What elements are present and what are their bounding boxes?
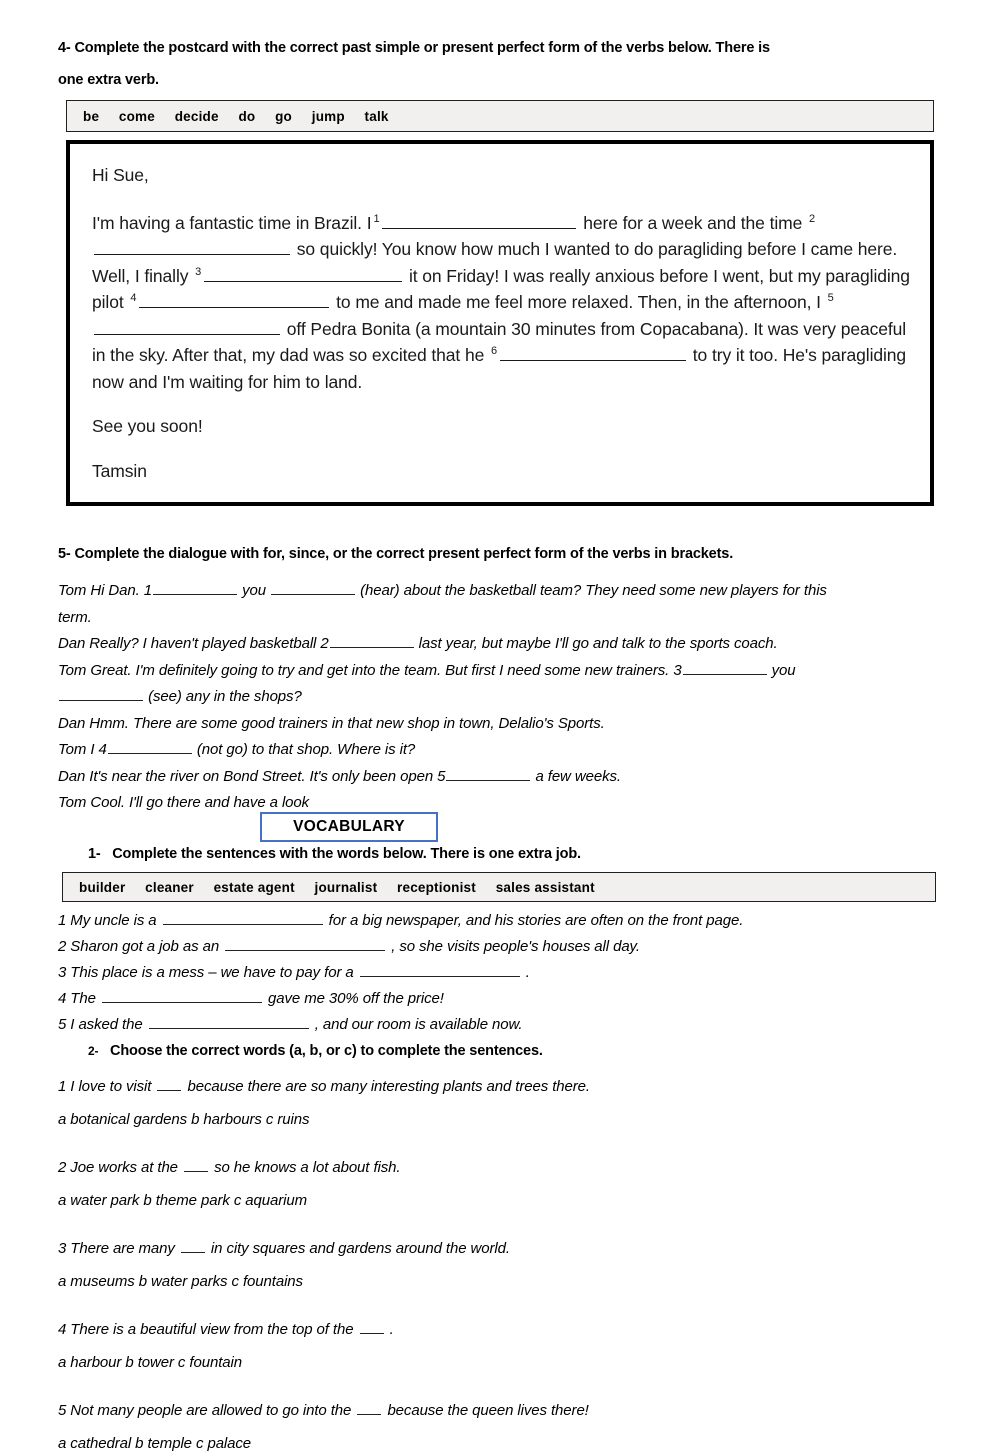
- postcard-text-d: it on Friday! I was really anxious before I went, but my paragliding pilot: [92, 265, 910, 312]
- mc-options-2[interactable]: a water park b theme park c aquarium: [58, 1192, 308, 1209]
- vocab-sentence-4-pre: 4 The: [58, 990, 100, 1007]
- mc-options-4[interactable]: a harbour b tower c fountain: [58, 1354, 242, 1371]
- mc-question-1: [58, 1075, 942, 1099]
- postcard: [66, 140, 934, 506]
- vocab-sentence-1-post: for a big newspaper, and his stories are often on the front page.: [324, 912, 744, 929]
- vocab-blank-3[interactable]: [360, 963, 520, 977]
- mc-question-2-pre: 2 Joe works at the: [58, 1159, 182, 1176]
- mc-options-1[interactable]: a botanical gardens b harbours c ruins: [58, 1111, 310, 1128]
- blank-number-2: 2: [809, 212, 816, 225]
- dialogue-line-5: [58, 737, 942, 764]
- vocab-sentence-4: [58, 986, 942, 1012]
- dialogue-line-3: [58, 658, 942, 711]
- mc-blank-2[interactable]: [184, 1160, 208, 1172]
- mc-question-4-post: .: [385, 1321, 394, 1338]
- dialogue-blank-5[interactable]: [446, 767, 530, 781]
- postcard-blank-5[interactable]: [94, 317, 280, 335]
- vocab-ex1-heading: [88, 845, 581, 863]
- dialogue-line-1: [58, 578, 942, 605]
- blank-number-3: 3: [195, 265, 202, 278]
- dialogue-line-2: [58, 631, 942, 658]
- dialogue-line-5-post: (not go) to that shop. Where is it?: [192, 741, 416, 758]
- postcard-blank-4[interactable]: [139, 290, 329, 308]
- dialogue-line-4: Dan Hmm. There are some good trainers in that new shop in town, Delalio's Sports.: [58, 714, 605, 732]
- vocab-sentence-2-pre: 2 Sharon got a job as an: [58, 938, 224, 955]
- dialogue-line-1-post: (hear) about the basketball team? They need some new players for this: [356, 582, 827, 599]
- verbs-word-bank: [66, 100, 934, 132]
- vocab-sentence-list: [58, 908, 942, 1038]
- vocabulary-title: VOCABULARY: [293, 818, 405, 835]
- section4-heading: [58, 32, 942, 96]
- dialogue-line-6-post: a few weeks.: [531, 767, 621, 785]
- jobs-word-bank: [62, 872, 936, 902]
- dialogue-line-2-pre: Dan Really? I haven't played basketball 2: [58, 635, 329, 652]
- verbs-word-bank-list: be come decide do go jump talk: [83, 108, 389, 124]
- vocab-sentence-5-pre: 5 I asked the: [58, 1016, 147, 1033]
- postcard-blank-2[interactable]: [94, 237, 290, 255]
- dialogue-line-3-post: (see) any in the shops?: [144, 688, 302, 705]
- postcard-text-b: here for a week and the time: [583, 212, 803, 233]
- dialogue-blank-1b[interactable]: [271, 581, 355, 595]
- vocab-sentence-5-post: , and our room is available now.: [310, 1016, 523, 1033]
- vocab-sentence-5: [58, 1012, 942, 1038]
- mc-options-3[interactable]: a museums b water parks c fountains: [58, 1273, 303, 1290]
- dialogue-blank-4[interactable]: [108, 740, 192, 754]
- postcard-blank-1[interactable]: [382, 211, 576, 229]
- mc-question-1-pre: 1 I love to visit: [58, 1078, 156, 1095]
- vocab-blank-1[interactable]: [163, 911, 323, 925]
- vocab-ex1-number: 1-: [88, 846, 101, 862]
- vocab-ex2-heading-text: Choose the correct words (a, b, or c) to complete the sentences.: [110, 1043, 543, 1059]
- mc-blank-1[interactable]: [157, 1079, 181, 1091]
- mc-question-3-post: in city squares and gardens around the world.: [206, 1240, 510, 1257]
- postcard-greeting: Hi Sue,: [92, 165, 149, 185]
- mc-question-1-post: because there are so many interesting plants and trees there.: [183, 1078, 590, 1095]
- jobs-word-bank-list: builder cleaner estate agent journalist receptionist sales assistant: [79, 879, 595, 895]
- mc-question-3: [58, 1237, 942, 1261]
- mc-question-4-pre: 4 There is a beautiful view from the top of the: [58, 1321, 358, 1338]
- dialogue-blank-2[interactable]: [330, 634, 414, 648]
- section4-heading-line1: 4- Complete the postcard with the correct past simple or present perfect form of the verbs below. There is: [58, 40, 770, 56]
- blank-number-6: 6: [491, 345, 498, 358]
- postcard-text-e: to me and made me feel more relaxed. Then, in the afternoon, I: [336, 292, 821, 312]
- section5-heading: 5- Complete the dialogue with for, since, or the correct present perfect form of the verbs in brackets.: [58, 546, 734, 562]
- postcard-text-a: I'm having a fantastic time in Brazil. I: [92, 212, 372, 233]
- postcard-paragraph: [92, 210, 910, 396]
- section4-heading-line2: one extra verb.: [58, 72, 159, 88]
- dialogue-line-3-pre: Tom Great. I'm definitely going to try and get into the team. But first I need some new trainers. 3: [58, 661, 682, 679]
- dialogue-blank-3b[interactable]: [59, 687, 143, 701]
- vocab-sentence-4-post: gave me 30% off the price!: [263, 990, 444, 1007]
- vocab-sentence-3-pre: 3 This place is a mess – we have to pay for a: [58, 964, 358, 981]
- mc-blank-5[interactable]: [357, 1403, 381, 1415]
- vocab-sentence-3: [58, 960, 942, 986]
- mc-question-2: [58, 1156, 942, 1180]
- vocab-blank-2[interactable]: [225, 937, 385, 951]
- mc-question-4: [58, 1318, 942, 1342]
- vocab-ex2-heading: [88, 1042, 543, 1060]
- dialogue-line-5-pre: Tom I 4: [58, 741, 107, 758]
- vocab-blank-4[interactable]: [102, 989, 262, 1003]
- blank-number-5: 5: [827, 292, 834, 305]
- dialogue-line-6: [58, 764, 942, 791]
- mc-question-5-post: because the queen lives there!: [383, 1402, 589, 1419]
- mc-question-5-pre: 5 Not many people are allowed to go into the: [58, 1402, 356, 1419]
- postcard-text-f: off Pedra Bonita (a mountain 30 minutes from Copacabana). It was very peaceful in the sky. After that, my dad was so excited that he: [92, 318, 907, 365]
- mc-question-2-post: so he knows a lot about fish.: [210, 1159, 401, 1176]
- postcard-signoff: See you soon!: [92, 416, 203, 436]
- vocab-ex1-heading-text: Complete the sentences with the words below. There is one extra job.: [112, 846, 581, 862]
- vocab-blank-5[interactable]: [149, 1015, 309, 1029]
- postcard-text-g: to try it too. He's paragliding now and I'm waiting for him to land.: [92, 345, 907, 392]
- vocabulary-title-box: [260, 812, 438, 842]
- mc-question-3-pre: 3 There are many: [58, 1240, 179, 1257]
- blank-number-1: 1: [373, 212, 380, 225]
- dialogue-line-1-cont: term.: [58, 608, 92, 626]
- blank-number-4: 4: [130, 292, 137, 305]
- dialogue-blank-1a[interactable]: [153, 581, 237, 595]
- mc-blank-3[interactable]: [181, 1241, 205, 1253]
- postcard-blank-3[interactable]: [204, 264, 402, 282]
- dialogue-list: [58, 578, 942, 817]
- mc-blank-4[interactable]: [360, 1322, 384, 1334]
- dialogue-line-6-pre: Dan It's near the river on Bond Street. It's only been open 5: [58, 767, 446, 785]
- dialogue-line-1-pre: Tom Hi Dan. 1: [58, 582, 153, 599]
- vocab-sentence-2-post: , so she visits people's houses all day.: [387, 938, 640, 955]
- vocab-ex2-number: 2-: [88, 1044, 99, 1058]
- dialogue-blank-3a[interactable]: [683, 661, 767, 675]
- postcard-blank-6[interactable]: [500, 343, 686, 361]
- dialogue-line-7: Tom Cool. I'll go there and have a look: [58, 794, 310, 811]
- postcard-body: [92, 162, 910, 484]
- postcard-text-c: so quickly! You know how much I wanted to do paragliding before I came here. Well, I finally: [92, 239, 898, 286]
- postcard-signature: Tamsin: [92, 460, 147, 481]
- vocab-sentence-3-post: .: [521, 964, 530, 981]
- dialogue-line-1-mid: you: [238, 582, 271, 599]
- dialogue-line-3-mid: you: [767, 661, 796, 679]
- dialogue-line-2-post: last year, but maybe I'll go and talk to the sports coach.: [414, 635, 778, 652]
- mc-options-5[interactable]: a cathedral b temple c palace: [58, 1435, 252, 1452]
- mc-question-5: [58, 1399, 942, 1423]
- vocab-sentence-1-pre: 1 My uncle is a: [58, 912, 161, 929]
- vocab-sentence-1: [58, 908, 942, 934]
- vocab-sentence-2: [58, 934, 942, 960]
- multiple-choice-list: [58, 1075, 942, 1456]
